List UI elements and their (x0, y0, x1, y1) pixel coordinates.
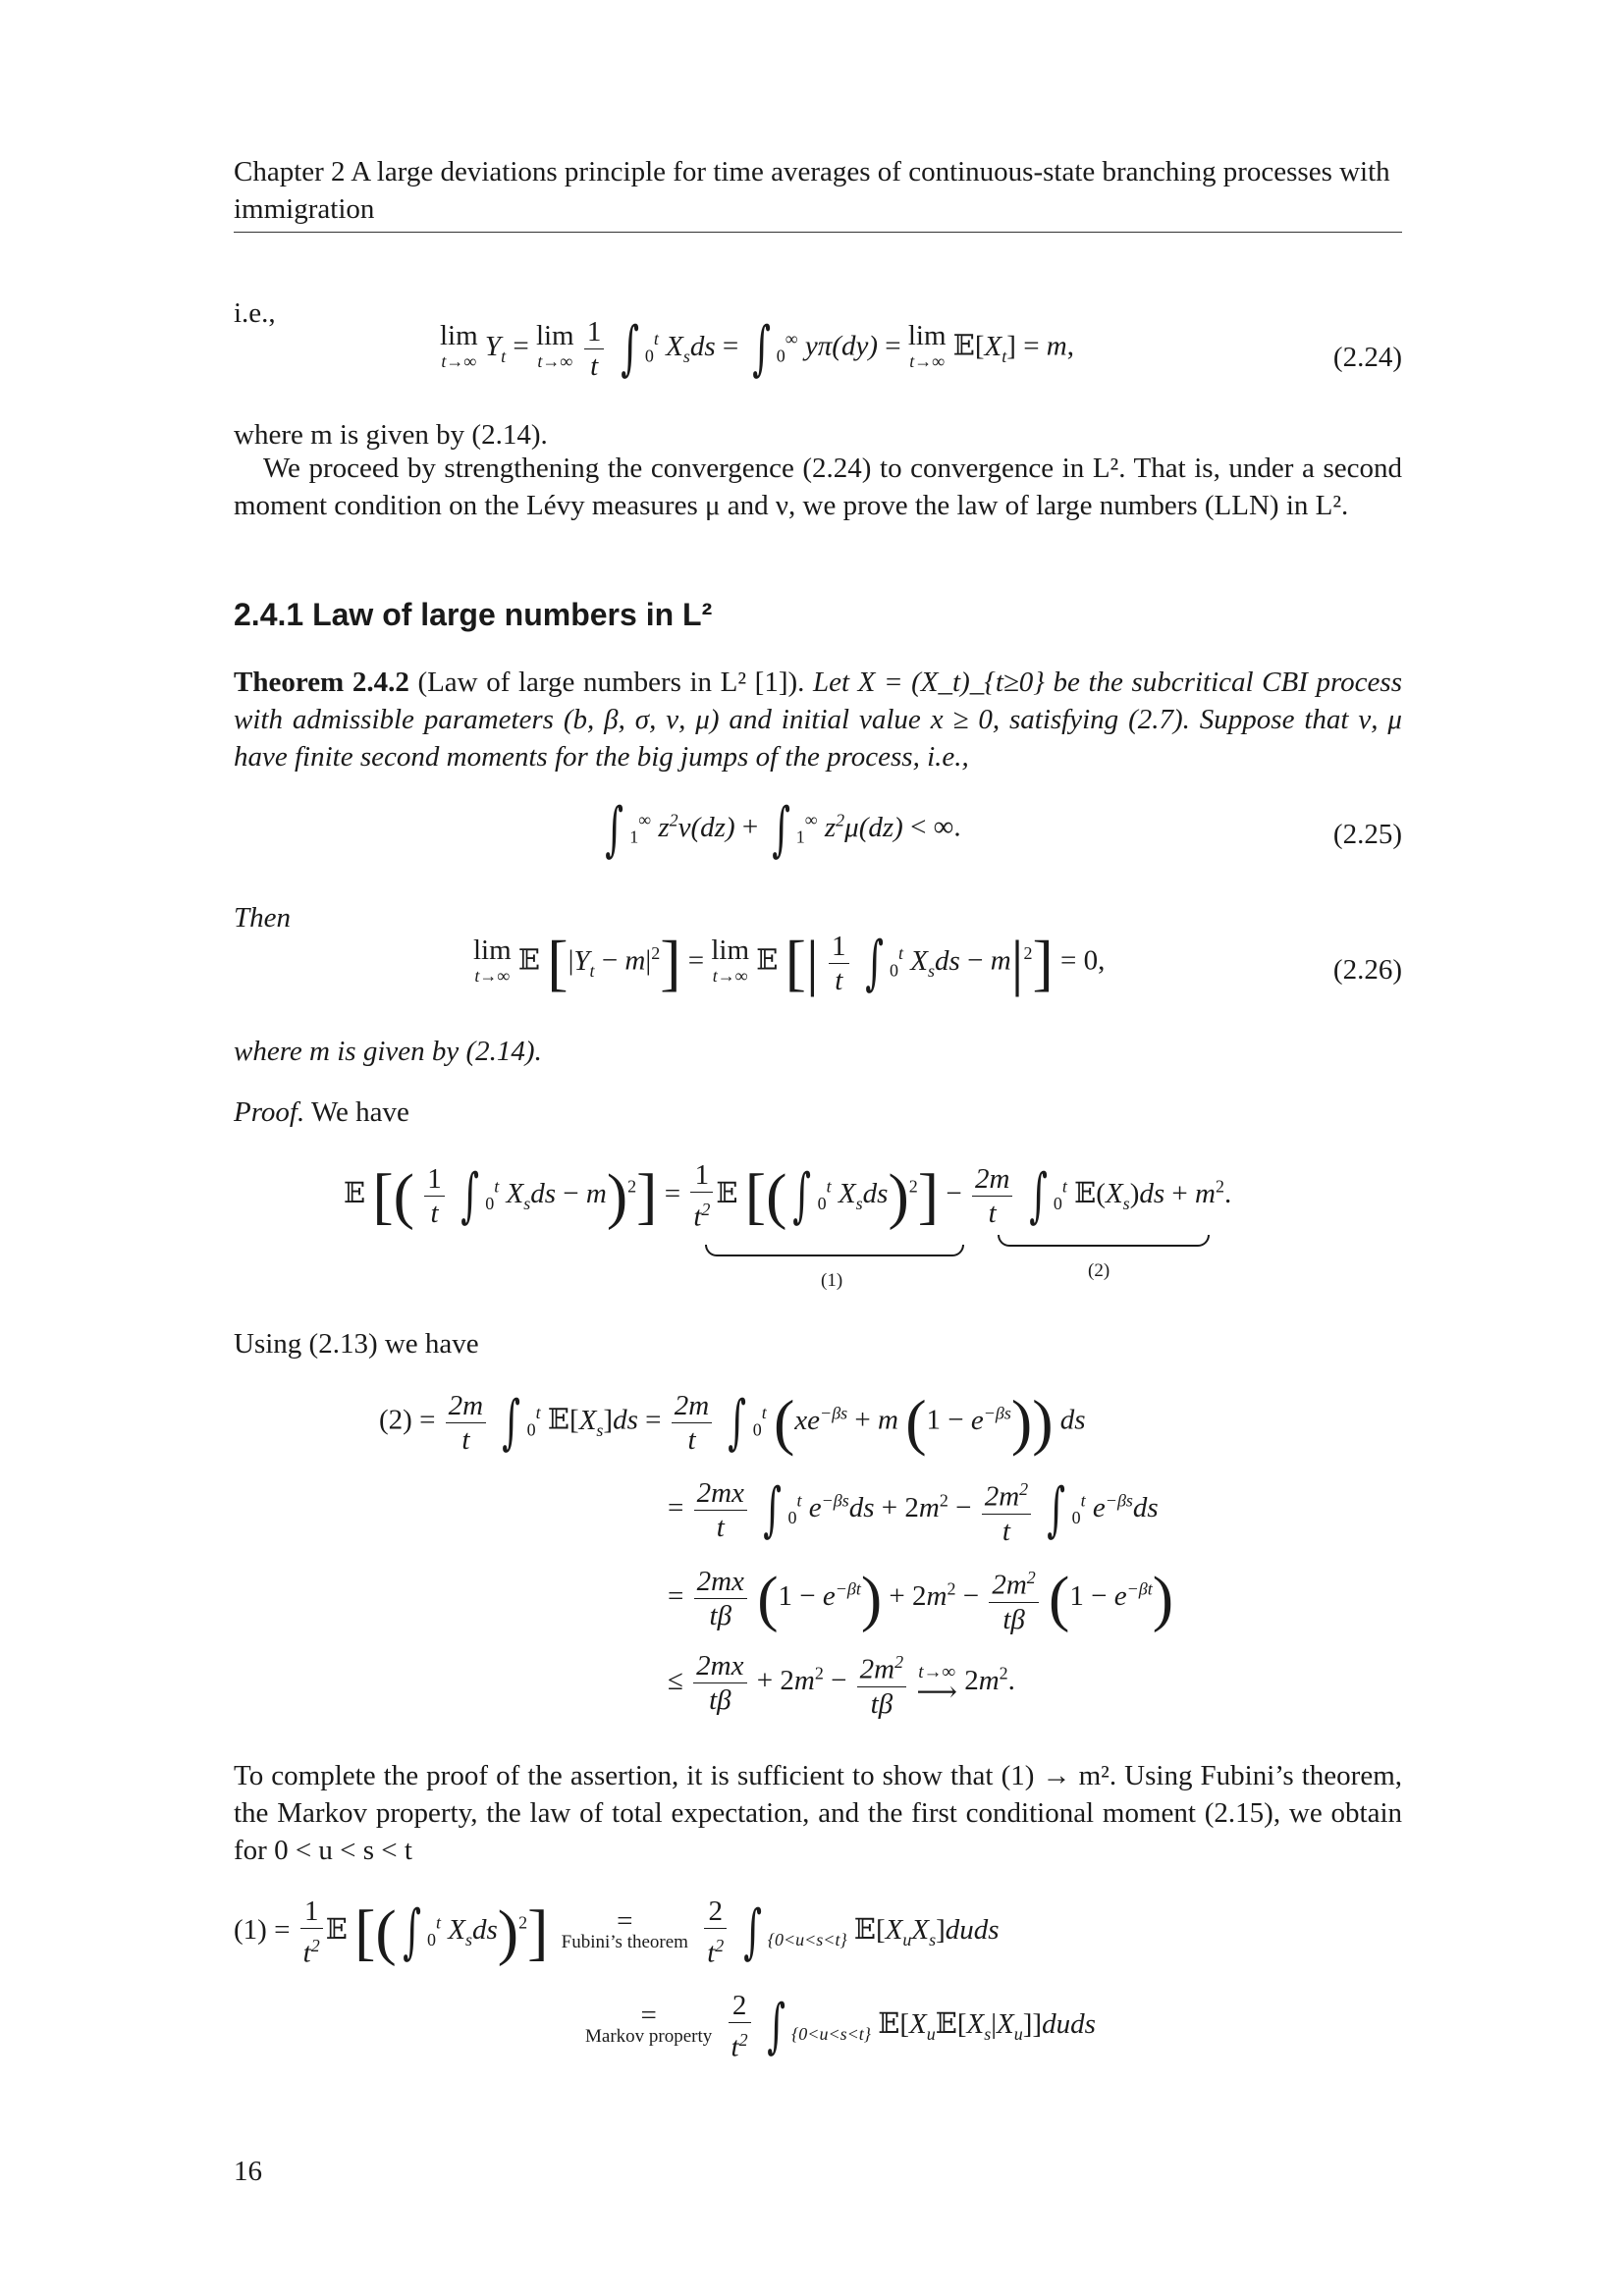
paragraph-strengthen: We proceed by strengthening the convergence (2.24) to convergence in L². That is, under a second moment condition on the Lévy measures μ and ν, we prove the law of large numbers (LLN) in L². (234, 453, 1402, 521)
theorem-2-4-2 (234, 664, 1402, 775)
section-heading: 2.4.1 Law of large numbers in L² (234, 597, 713, 632)
markov-label: Markov property (585, 2026, 713, 2048)
equation-term-2-line-1: (2) = $\frac{2m}{t}$ ∫ $_0^t$ $𝔼[X_s]ds$ = $\frac{2m}{t}$ ∫ $_0^t$ ($xe^{-\beta s} + m$ $(1 - e^{-\beta s})$) ds (379, 1387, 1086, 1457)
text-where-m-2: where m is given by (2.14). (234, 1036, 542, 1067)
proof-intro (234, 1094, 1402, 1131)
equation-term-2-line-2: = $\frac{2mx}{t}$ ∫ $_0^t$ $e^{-\beta s}ds + 2m^2$ − $\frac{2m^2}{t}$ ∫ $_0^t$ $e^{-\beta s}ds$ (668, 1472, 1159, 1548)
header-rule (234, 232, 1402, 233)
equation-number-2-24: (2.24) (1332, 342, 1402, 373)
underbrace-1 (705, 1245, 964, 1256)
theorem-statement: Let X = (X_t)_{t≥0} be the subcritical CBI process with admissible parameters (b, β, σ, ν, μ) and initial value x ≥ 0, satisfying (2.7). Suppose that ν, μ have finite second moments for the big jumps of the process, i.e., (234, 667, 1402, 773)
text-where-m-1: where m is given by (2.14). (234, 419, 548, 451)
equation-term-2-line-4: ≤ $\frac{2mx}{t\beta}$ + $2m^2$ − $\frac{2m^2}{t\beta}$ t→∞ ⟶ $2m^2$. (668, 1645, 1015, 1721)
equation-2-26: lim t→∞ 𝔼 $[|Y_t - m|^2] = \lim$ t→∞ 𝔼 [| $\frac{1}{t}$ ∫ $_0^t$ $X_sds - m|^2] = 0$, (473, 928, 1106, 997)
underbrace-2 (998, 1235, 1210, 1247)
equation-2-25: ∫ $_1$∞ $z^2\nu(dz)$ + ∫ $_1$∞ $z^2\mu(dz)$ < ∞. (605, 795, 961, 864)
equation-term-1-line-2: = Markov property $\frac{2}{t^2}$ ∫ $_{\{0<u<s<t\}}$ $𝔼[X_u𝔼[X_s|X_u]]duds$ (585, 1990, 1096, 2063)
fubini-label: Fubini’s theorem (561, 1932, 688, 1953)
equation-number-2-26: (2.26) (1332, 954, 1402, 986)
running-header: Chapter 2 A large deviations principle for time averages of continuous-state branching processes with immigration (234, 156, 1390, 225)
proof-we-have: We have (310, 1096, 409, 1128)
paragraph-complete-proof: To complete the proof of the assertion, it is sufficient to show that (1) → m². Using Fubini’s theorem, the Markov property, the law of total expectation, and the first conditional moment (2.15), we obtain for 0 < u < s < t (234, 1760, 1402, 1866)
equation-term-2-line-3: = $\frac{2mx}{t\beta}$ $(1 - e^{-\beta t}) + 2m^2$ − $\frac{2m^2}{t\beta}$ $(1 - e^{-\beta t})$ (668, 1561, 1173, 1636)
equation-term-1-line-1: (1) = $\frac{1}{t^2}$ 𝔼 [( ∫ $_0^t$ $X_sds)^2$] = Fubini’s theorem $\frac{2}{t^2}$ ∫ $_{\{0<u<s<t\}}$ $𝔼[X_uX_s]duds$ (234, 1896, 1000, 1969)
text-ie: i.e., (234, 297, 276, 329)
page-number: 16 (234, 2156, 262, 2187)
equation-2-24: lim t→∞ $Y_t = \lim$ t→∞ $\frac{1}{t}$ ∫ $_0^t$ $X_sds$ = ∫ $_0$∞ yπ(dy) = lim t→∞ $𝔼[X_t] = m$, (440, 314, 1074, 383)
equation-decomposition: 𝔼 [( $\frac{1}{t}$ ∫ $_0^t$ $X_sds - m)^2$] = $\frac{1}{t^2}$ 𝔼 [( ∫ $_0^t$ $X_sds)^2$] − $\frac{2m}{t}$ ∫ $_0^t$ $𝔼(X_s)ds + m^2$. (344, 1159, 1232, 1233)
theorem-ref: (Law of large numbers in L² [1]). (417, 667, 805, 698)
underbrace-label-2: (2) (1088, 1260, 1110, 1281)
theorem-label: Theorem 2.4.2 (234, 667, 409, 698)
text-then: Then (234, 902, 291, 934)
proof-label: Proof. (234, 1096, 305, 1128)
underbrace-label-1: (1) (821, 1270, 843, 1291)
text-using-2-13: Using (2.13) we have (234, 1328, 479, 1360)
equation-number-2-25: (2.25) (1332, 819, 1402, 850)
